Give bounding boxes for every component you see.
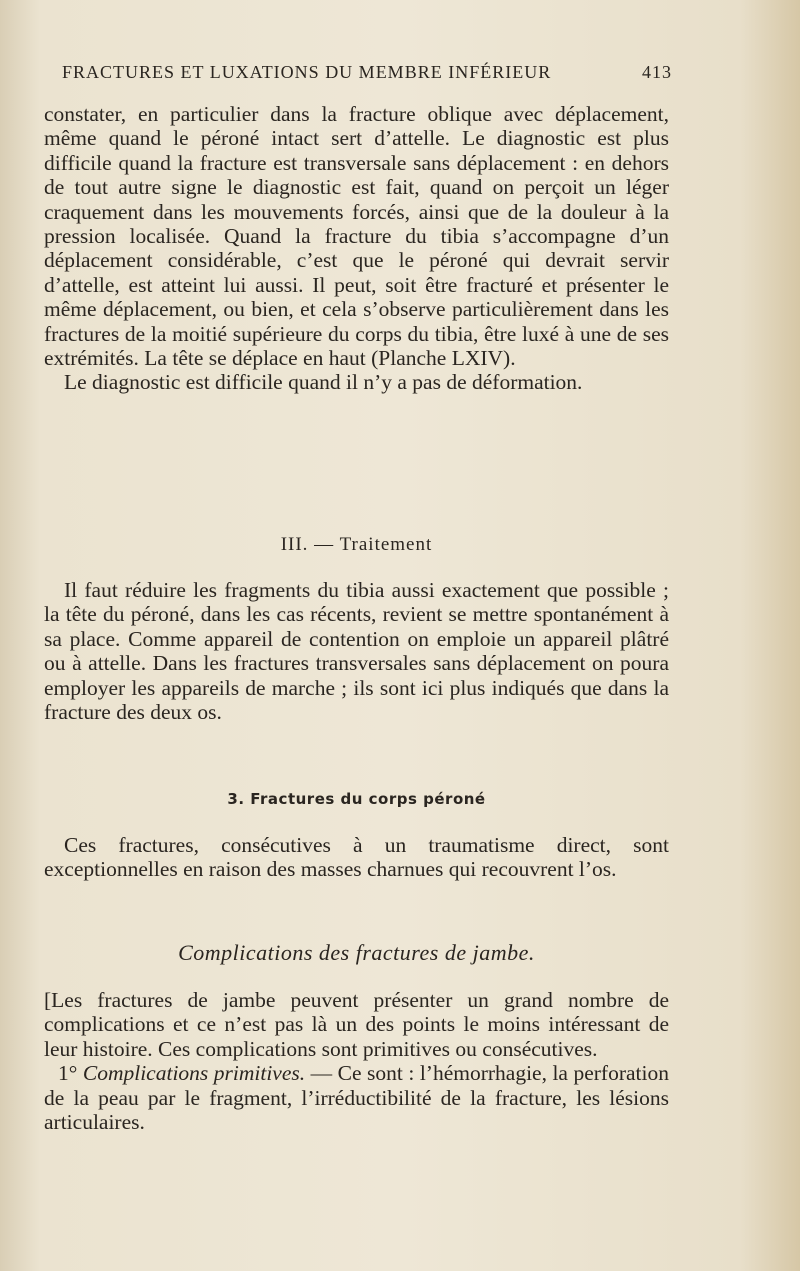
paragraph-text: Le diagnostic est difficile quand il n’y a pas de déformation. <box>64 370 583 395</box>
paragraph-primitive-complications <box>44 1061 669 1134</box>
running-header <box>62 62 672 83</box>
paragraph-text: [Les fractures de jambe peuvent présenter un grand nombre de complications et ce n’est pas là un des points le moins intéressant de leur histoire. Ces complications sont primitives ou consécutives. <box>44 988 669 1061</box>
subsection-heading-perone: 3. Fractures du corps péroné <box>227 790 486 808</box>
complications-heading: Complications des fractures de jambe. <box>178 940 535 965</box>
paragraph-text: constater, en particulier dans la fracture oblique avec déplacement, même quand le péroné intact sert d’attelle. Le diagnostic est plus difficile quand la fracture est transversale sans déplacement : en dehors de tout autre signe le diagnostic est fait, quand on perçoit un léger craquement dans les mouvements forcés, ainsi que de la douleur à la pression localisée. Quand la fracture du tibia s’accompagne d’un déplacement considérable, c’est que le péroné qui devrait servir d’attelle, est atteint lui aussi. Il peut, soit être fracturé et présenter le même déplacement, ou bien, et cela s’observe particulièrement dans les fractures de la moitié supérieure du corps du tibia, être luxé à une de ses extrémités. La tête se déplace en haut (Planche LXIV). <box>44 102 669 371</box>
page-number: 413 <box>642 62 672 82</box>
italic-term: Complications primitives. <box>82 1061 306 1086</box>
running-title: FRACTURES ET LUXATIONS DU MEMBRE INFÉRIEUR <box>62 62 552 82</box>
paragraph-text: — Ce sont : l’hémorrhagie, la perforation de la peau par le fragment, l’irréductibilité de la fracture, les lésions articulaires. <box>44 1061 669 1135</box>
paragraph-complications <box>44 988 669 1134</box>
paragraph-diagnosis <box>44 102 669 395</box>
paragraph-treatment: Il faut réduire les fragments du tibia aussi exactement que possible ; la tête du péroné, dans les cas récents, revient se mettre spontanément à sa place. Comme appareil de contention on emploie un appareil plâtré ou à attelle. Dans les fractures transversales sans déplacement on poura employer les appareils de marche ; ils sont ici plus indiqués que dans la fracture des deux os. <box>44 578 669 725</box>
list-number: 1° <box>58 1061 78 1086</box>
paragraph-perone: Ces fractures, consécutives à un traumatisme direct, sont exceptionnelles en raison des masses charnues qui recouvrent l’os. <box>44 833 669 882</box>
section-heading-traitement: III. — Traitement <box>280 534 433 555</box>
